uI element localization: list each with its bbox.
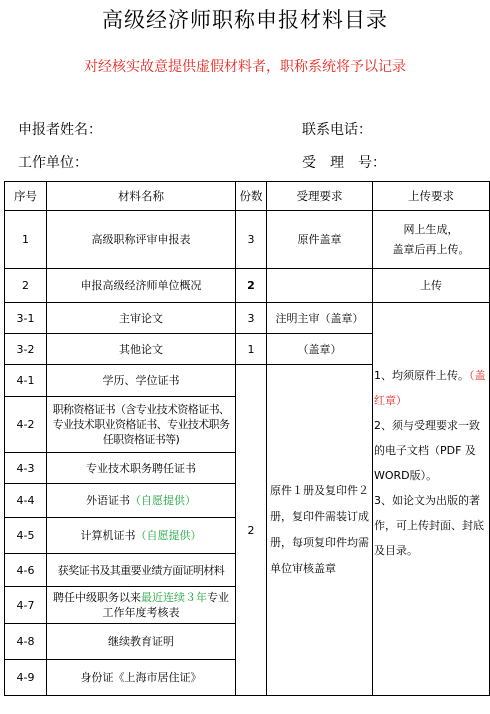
- acceptance-requirement-group4: 原件１册及复印件２册，复印件需装订成册，每项复印件均需单位审核盖章: [267, 365, 373, 696]
- row-no: 4-4: [5, 484, 47, 518]
- acceptance-requirement: [267, 269, 373, 303]
- material-name: 职称资格证书（含专业技术资格证书、专业技术职业资格证书、专业技术职务任职资格证书等): [47, 397, 236, 453]
- table-row: [5, 303, 490, 334]
- upload-line: 盖章后再上传。: [392, 242, 470, 256]
- row-no: 4-6: [5, 554, 47, 587]
- row-no: 4-1: [5, 365, 47, 397]
- materials-table: [4, 181, 490, 696]
- table-row: [5, 211, 490, 269]
- material-name-text: 外语证书: [86, 494, 130, 507]
- acceptance-requirement: 原件盖章: [267, 211, 373, 269]
- applicant-name-label: 申报者姓名：: [18, 122, 102, 138]
- upload-requirement-merged: [373, 303, 490, 696]
- material-name: [47, 518, 236, 554]
- material-name-text: 专业工作年度考核表: [102, 591, 229, 619]
- material-count: 3: [236, 211, 267, 269]
- red-stamp-note: （盖红章）: [374, 369, 486, 407]
- material-name: 获奖证书及其重要业绩方面证明材料: [47, 554, 236, 587]
- material-name: 主审论文: [47, 303, 236, 334]
- row-no: 4-8: [5, 624, 47, 660]
- voluntary-note: （自愿提供）: [135, 529, 202, 542]
- material-name: [47, 587, 236, 624]
- row-no: 3-1: [5, 303, 47, 334]
- header-upload-requirement: 上传要求: [373, 182, 490, 211]
- upload-note-2: 2、须与受理要求一致的电子文档（PDF 及WORD版）。: [374, 419, 480, 482]
- header-acceptance-requirement: 受理要求: [267, 182, 373, 211]
- row-no: 4-7: [5, 587, 47, 624]
- material-name: 专业技术职务聘任证书: [47, 453, 236, 484]
- upload-note-1-text: 1、均须原件上传。: [374, 369, 469, 382]
- table-header-row: [5, 182, 490, 211]
- header-no: 序号: [5, 182, 47, 211]
- row-no: 1: [5, 211, 47, 269]
- header-material-name: 材料名称: [47, 182, 236, 211]
- voluntary-note: （自愿提供）: [130, 494, 196, 507]
- acceptance-requirement: （盖章）: [267, 334, 373, 365]
- page-title: 高级经济师职称申报材料目录: [102, 8, 388, 32]
- row-no: 4-5: [5, 518, 47, 554]
- material-count: 2: [236, 269, 267, 303]
- row-no: 4-9: [5, 660, 47, 696]
- material-name: [47, 484, 236, 518]
- table-row: [5, 269, 490, 303]
- row-no: 4-2: [5, 397, 47, 453]
- warning-notice: 对经核实故意提供虚假材料者，职称系统将予以记录: [84, 59, 406, 75]
- material-name-text: 聘任中级职务以来: [53, 591, 141, 604]
- material-name: 学历、学位证书: [47, 365, 236, 397]
- acceptance-requirement: 注明主审（盖章）: [267, 303, 373, 334]
- upload-requirement: [373, 211, 490, 269]
- phone-label: 联系电话：: [302, 122, 372, 138]
- material-name: 高级职称评审申报表: [47, 211, 236, 269]
- material-name: 继续教育证明: [47, 624, 236, 660]
- upload-note-1: [374, 363, 488, 413]
- material-name-text: 计算机证书: [80, 529, 136, 542]
- work-unit-label: 工作单位：: [18, 155, 88, 171]
- material-count-group4: 2: [236, 365, 267, 696]
- material-name: 申报高级经济师单位概况: [47, 269, 236, 303]
- row-no: 2: [5, 269, 47, 303]
- accept-number-label: 受 理 号：: [302, 155, 386, 171]
- row-no: 4-3: [5, 453, 47, 484]
- material-name: 身份证《上海市居住证》: [47, 660, 236, 696]
- material-name: 其他论文: [47, 334, 236, 365]
- header-count: 份数: [236, 182, 267, 211]
- recent-years-note: 最近连续３年: [141, 591, 207, 604]
- upload-note-3: 3、如论文为出版的著作，可上传封面、封底及目录。: [374, 494, 484, 557]
- row-no: 3-2: [5, 334, 47, 365]
- upload-line: 网上生成，: [403, 222, 459, 236]
- material-count: 1: [236, 334, 267, 365]
- upload-requirement: 上传: [373, 269, 490, 303]
- material-count: 3: [236, 303, 267, 334]
